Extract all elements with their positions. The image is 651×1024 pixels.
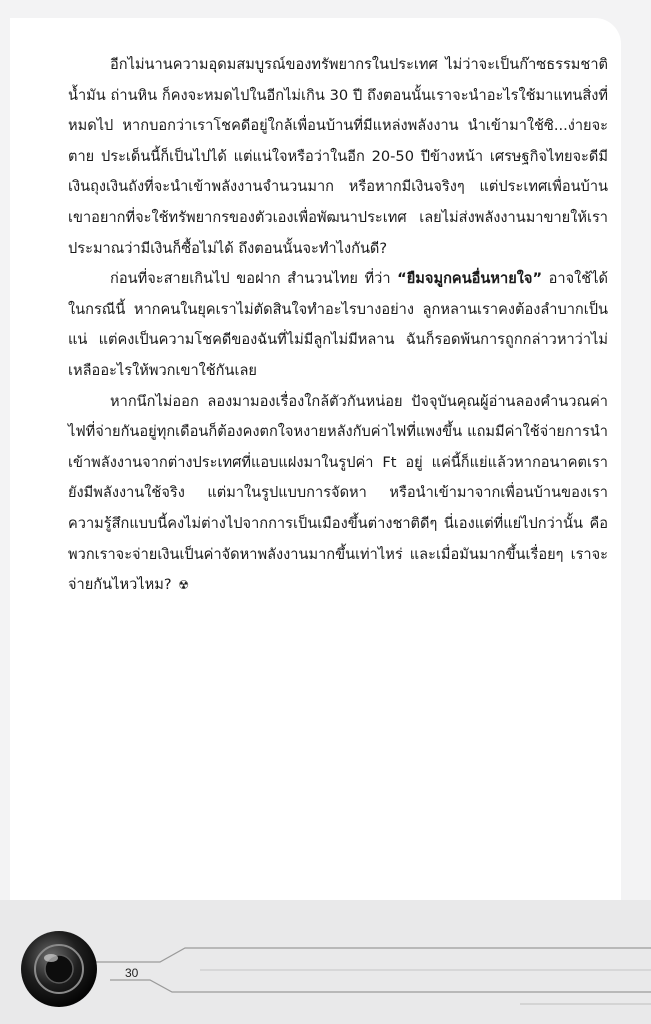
- body-text: [68, 50, 608, 601]
- page-number: 30: [125, 966, 139, 980]
- radiation-icon: ☢: [178, 578, 189, 593]
- paragraph-2: [68, 264, 608, 386]
- lens-logo-icon: [18, 928, 100, 1010]
- paragraph-2-rest: อาจใช้ได้ในกรณีนี้ หากคนในยุคเราไม่ตัดสินใจทำอะไรบางอย่าง ลูกหลานเราคงต้องลำบากเป็นแน่ แต่คงเป็นความโชคดีของฉันที่ไม่มีลูกไม่มีหลาน ฉันก็รอดพ้นการถูกกล่าวหาว่าไม่เหลืออะไรให้พวกเขาใช้กันเลย: [68, 270, 609, 379]
- paragraph-3: [68, 387, 608, 601]
- thai-idiom: “ยืมจมูกคนอื่นหายใจ”: [397, 270, 543, 288]
- paragraph-2-lead: ก่อนที่จะสายเกินไป ขอฝาก สำนวนไทย ที่ว่า: [110, 270, 398, 288]
- paragraph-3-text: หากนึกไม่ออก ลองมามองเรื่องใกล้ตัวกันหน่อย ปัจจุบันคุณผู้อ่านลองคำนวณค่าไฟที่จ่ายกันอยู่ทุกเดือนก็ต้องคงตกใจหงายหลังกับค่าไฟที่แพงขึ้น แถมมีค่าใช้จ่ายการนำเข้าพลังงานจากต่างประเทศที่แอบแฝงมาในรูปค่า Ft อยู่ แค่นี้ก็แย่แล้วหากอนาคตเรายังมีพลังงานใช้จริง แต่มาในรูปแบบการจัดหา หรือนำเข้ามาจากเพื่อนบ้านของเรา ความรู้สึกแบบนี้คงไม่ต่างไปจากการเป็นเมืองขึ้นต่างชาติดีๆ นี่เองแต่ที่แย่ไปกว่านั้น คือ พวกเราจะจ่ายเงินเป็นค่าจัดหาพลังงานมากขึ้นเท่าไหร่ และเมื่อมันมากขึ้นเรื่อยๆ เราจะจ่ายกันไหวไหม?: [68, 392, 608, 594]
- paragraph-1: อีกไม่นานความอุดมสมบูรณ์ของทรัพยากรในประเทศ ไม่ว่าจะเป็นก๊าซธรรมชาติ น้ำมัน ถ่านหิน ก็คงจะหมดไปในอีกไม่เกิน 30 ปี ถึงตอนนั้นเราจะนำอะไรใช้มาแทนสิ่งที่หมดไป หากบอกว่าเราโชคดีอยู่ใกล้เพื่อนบ้านที่มีแหล่งพลังงาน นำเข้ามาใช้ซิ...ง่ายจะตาย ประเด็นนี้ก็เป็นไปได้ แต่แน่ใจหรือว่าในอีก 20-50 ปีข้างหน้า เศรษฐกิจไทยจะดีมีเงินถุงเงินถังที่จะนำเข้าพลังงานจำนวนมาก หรือหากมีเงินจริงๆ แต่ประเทศเพื่อนบ้านเขาอยากที่จะใช้ทรัพยากรของตัวเองเพื่อพัฒนาประเทศ เลยไม่ส่งพลังงานมาขายให้เราประมาณว่ามีเงินก็ซื้อไม่ได้ ถึงตอนนั้นจะทำไงกันดี?: [68, 56, 608, 257]
